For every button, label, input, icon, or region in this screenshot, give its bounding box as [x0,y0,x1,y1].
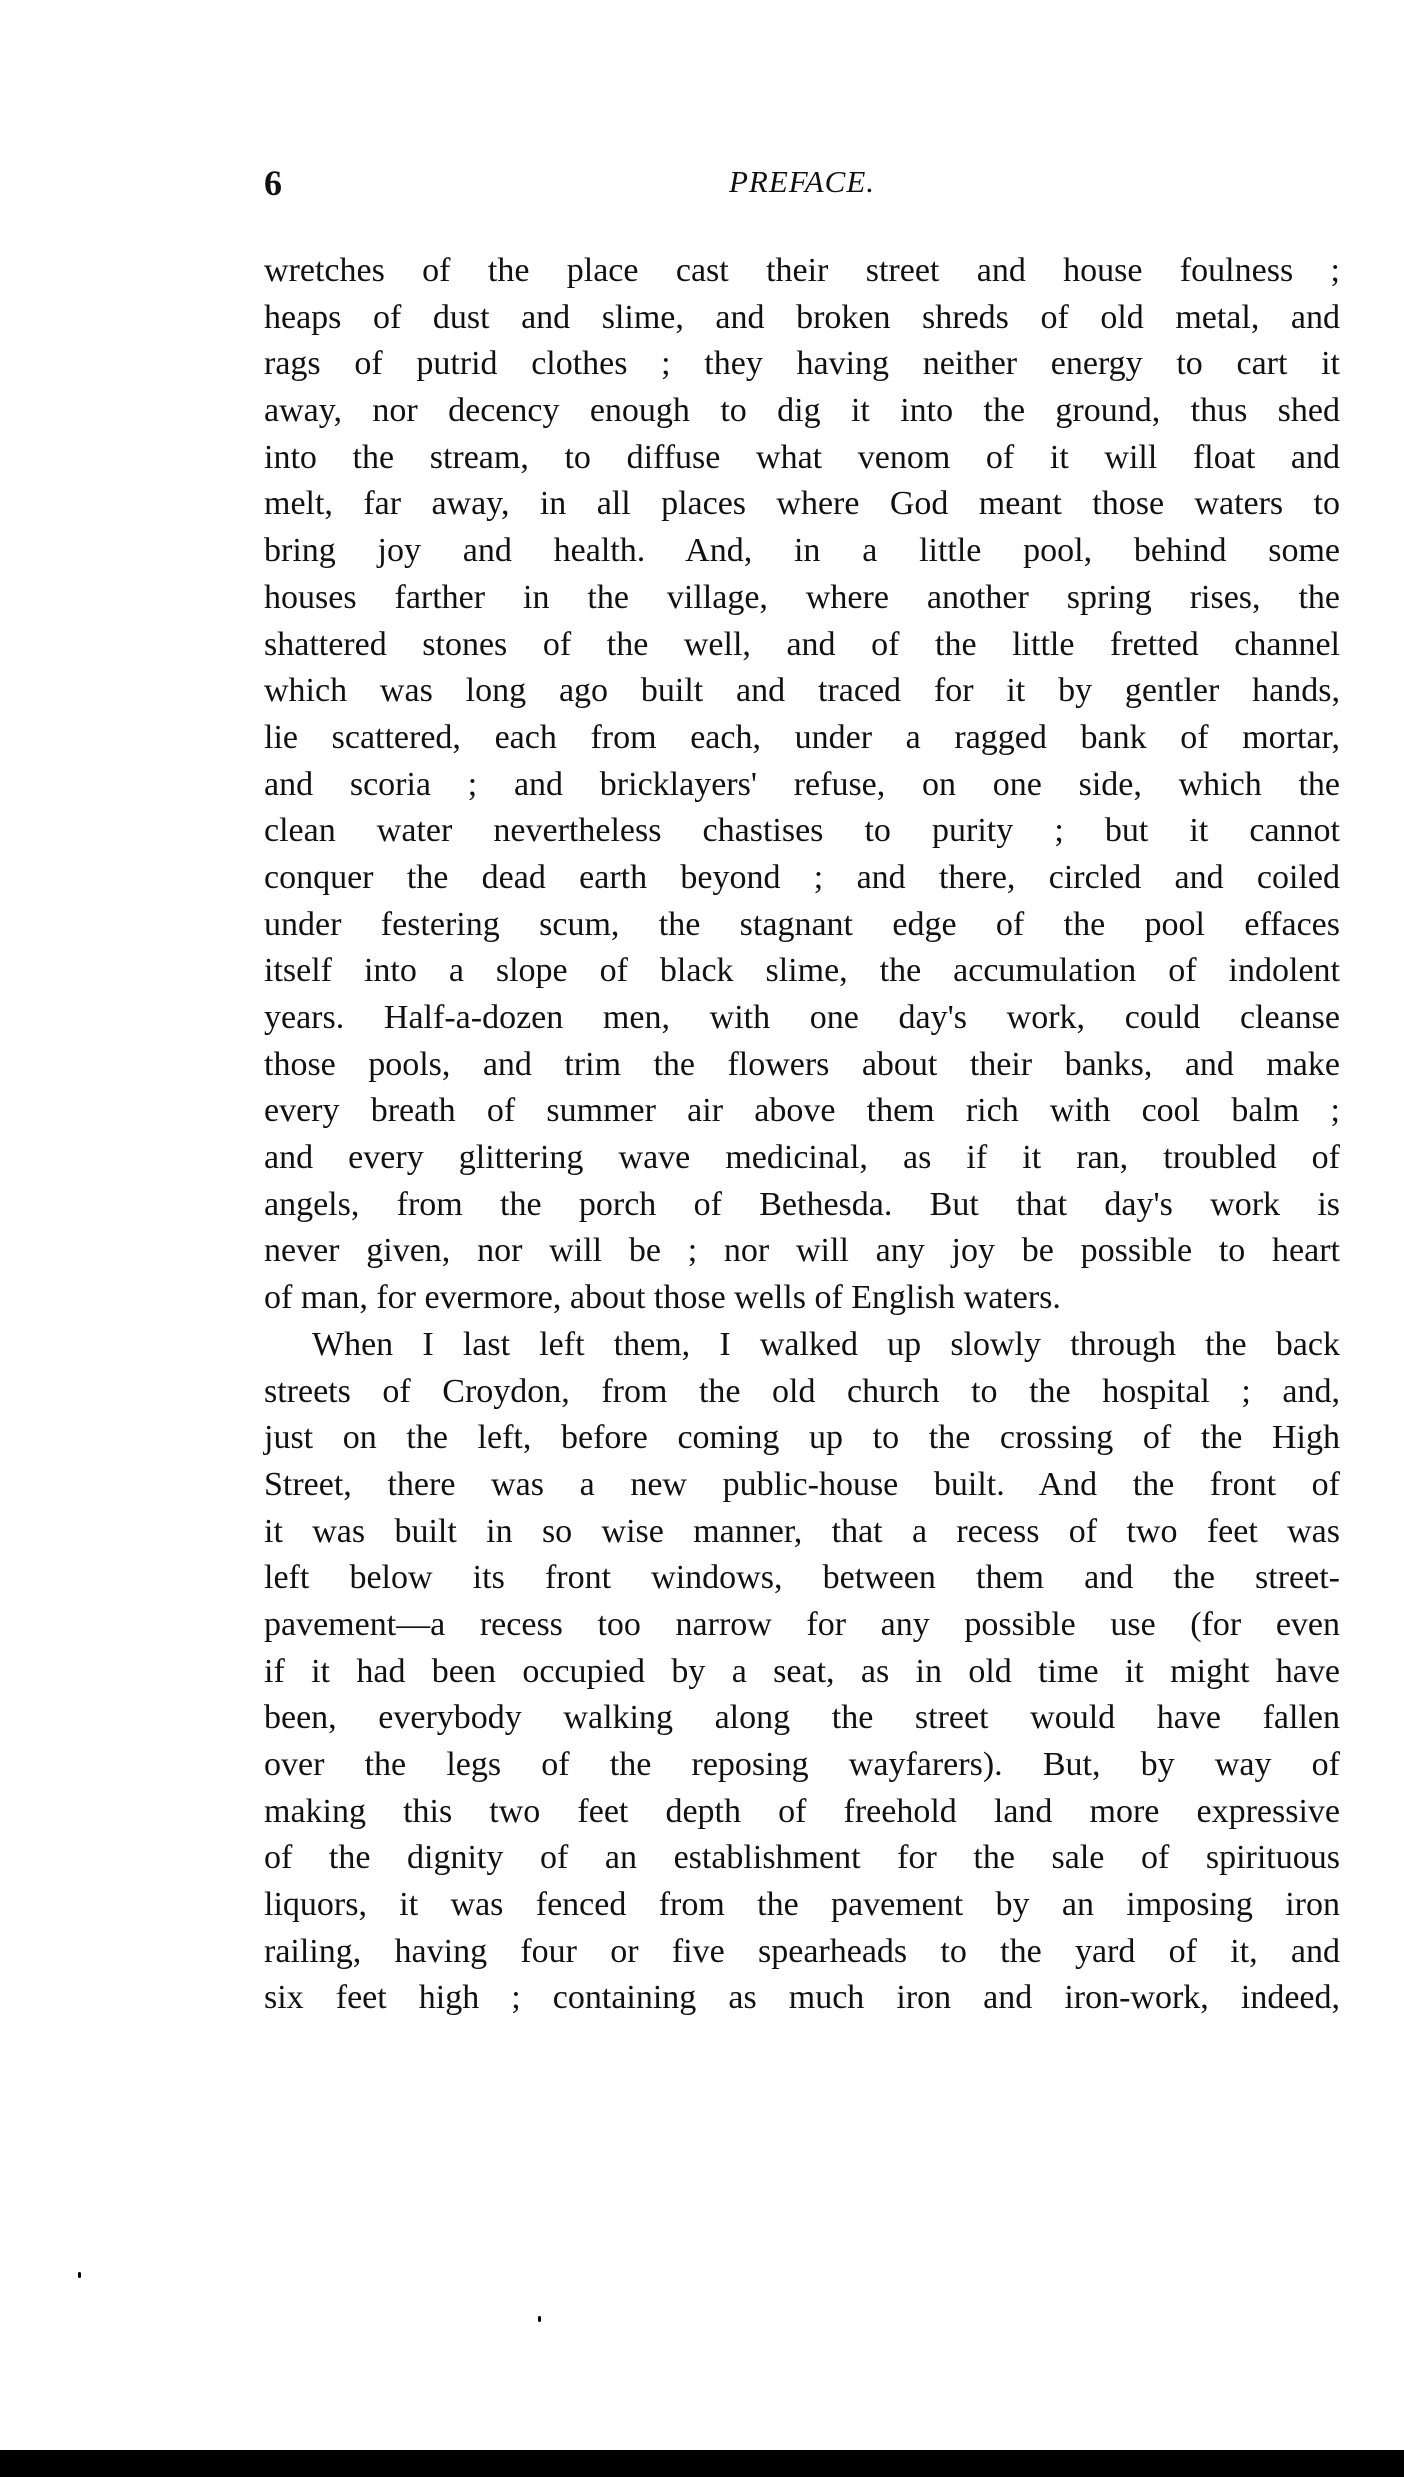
text-line: rags of putrid clothes ; they having neither energy to cart it [264,345,1340,383]
text-line: of the dignity of an establishment for the sale of spirituous [264,1839,1340,1877]
scan-edge-bar [0,2450,1404,2477]
text-line: which was long ago built and traced for it by gentler hands, [264,672,1340,710]
text-line: and scoria ; and bricklayers' refuse, on one side, which the [264,765,1340,803]
text-line: it was built in so wise manner, that a recess of two feet was [264,1512,1340,1550]
text-line: away, nor decency enough to dig it into the ground, thus shed [264,392,1340,430]
text-line: streets of Croydon, from the old church to the hospital ; and, [264,1372,1340,1410]
text-line: angels, from the porch of Bethesda. But that day's work is [264,1185,1340,1223]
text-line: Street, there was a new public-house built. And the front of [264,1465,1340,1503]
text-line: bring joy and health. And, in a little pool, behind some [264,532,1340,570]
text-line: melt, far away, in all places where God meant those waters to [264,485,1340,523]
text-line: those pools, and trim the flowers about their banks, and make [264,1045,1340,1083]
text-line: pavement—a recess too narrow for any possible use (for even [264,1605,1340,1643]
text-line: years. Half-a-dozen men, with one day's work, could cleanse [264,999,1340,1036]
scan-speck [78,2272,81,2278]
text-line: houses farther in the village, where another spring rises, the [264,578,1340,616]
paragraph [264,248,1340,1322]
text-line: six feet high ; containing as much iron and iron-work, indeed, [264,1979,1340,2017]
page-number: 6 [264,163,282,203]
page-body [264,248,1340,2022]
text-line: every breath of summer air above them rich with cool balm ; [264,1092,1340,1130]
text-line: been, everybody walking along the street would have fallen [264,1699,1340,1737]
paragraph [264,1322,1340,2022]
text-line: wretches of the place cast their street and house foulness ; [264,252,1340,289]
running-title: PREFACE. [728,164,876,199]
text-line: into the stream, to diffuse what venom of it will float and [264,438,1340,476]
text-line: if it had been occupied by a seat, as in old time it might have [264,1652,1340,1690]
text-line: conquer the dead earth beyond ; and there, circled and coiled [264,858,1340,896]
text-line: and every glittering wave medicinal, as if it ran, troubled of [264,1139,1340,1177]
text-line: liquors, it was fenced from the pavement by an imposing iron [264,1886,1340,1924]
scan-speck [538,2316,541,2322]
text-line: lie scattered, each from each, under a ragged bank of mortar, [264,718,1340,756]
text-line: heaps of dust and slime, and broken shreds of old metal, and [264,298,1340,336]
text-line: under festering scum, the stagnant edge of the pool effaces [264,905,1340,943]
text-line: of man, for evermore, about those wells of English waters. [264,1279,1061,1317]
text-line: just on the left, before coming up to the crossing of the High [264,1419,1340,1457]
text-line: railing, having four or five spearheads to the yard of it, and [264,1932,1340,1970]
text-line: never given, nor will be ; nor will any joy be possible to heart [264,1232,1340,1270]
text-line: making this two feet depth of freehold land more expressive [264,1792,1340,1830]
text-line: itself into a slope of black slime, the accumulation of indolent [264,952,1340,990]
text-line: clean water nevertheless chastises to purity ; but it cannot [264,812,1340,850]
text-line: left below its front windows, between them and the street- [264,1559,1340,1597]
text-line: shattered stones of the well, and of the little fretted channel [264,625,1340,663]
text-line: over the legs of the reposing wayfarers). But, by way of [264,1746,1340,1783]
page-header [264,162,1340,210]
text-line: When I last left them, I walked up slowly through the back [312,1325,1340,1363]
